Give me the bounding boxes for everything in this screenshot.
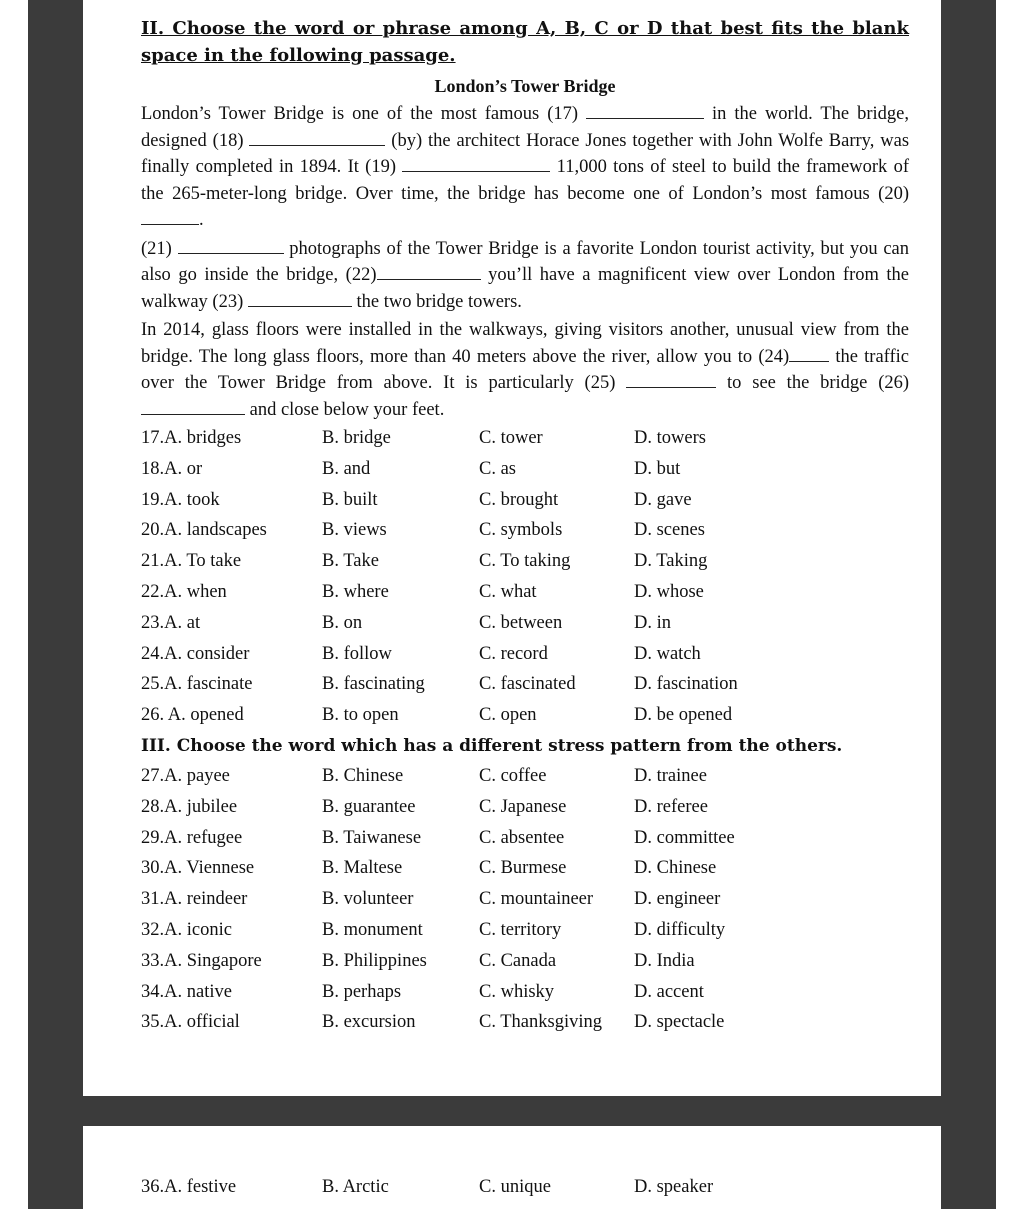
option-c: C. unique [479, 1177, 551, 1197]
question-row-29 [141, 823, 909, 854]
option-c: C. brought [479, 489, 559, 510]
question-row-25 [141, 669, 909, 700]
option-d: D. in [634, 612, 671, 633]
option-b: B. monument [322, 919, 423, 940]
question-row-32 [141, 915, 909, 946]
document-page-2[interactable] [83, 1126, 941, 1216]
option-a: 26. A. opened [141, 705, 244, 726]
question-row-27 [141, 761, 909, 792]
option-a: 27.A. payee [141, 765, 230, 786]
question-row-17 [141, 423, 909, 454]
option-b: B. and [322, 458, 371, 479]
option-a: 24.A. consider [141, 643, 250, 664]
option-a: 35.A. official [141, 1012, 240, 1033]
option-c: C. symbols [479, 520, 563, 541]
blank-23 [248, 291, 352, 307]
option-b: B. to open [322, 705, 399, 726]
option-d: D. difficulty [634, 919, 726, 940]
question-row-34 [141, 977, 909, 1008]
option-c: C. open [479, 705, 537, 726]
question-row-24 [141, 639, 909, 670]
option-b: B. excursion [322, 1012, 416, 1033]
option-c: C. Burmese [479, 858, 567, 879]
question-row-31 [141, 884, 909, 915]
blank-24 [789, 346, 829, 362]
blank-19 [402, 156, 550, 172]
option-c: C. territory [479, 919, 562, 940]
option-b: B. Arctic [322, 1177, 389, 1197]
option-a: 36.A. festive [141, 1177, 237, 1197]
option-d: D. towers [634, 428, 706, 448]
section-3-options [141, 761, 909, 1038]
option-c: C. mountaineer [479, 889, 594, 910]
option-a: 20.A. landscapes [141, 520, 267, 541]
question-row-21 [141, 546, 909, 577]
option-b: B. volunteer [322, 889, 414, 910]
option-a: 34.A. native [141, 981, 232, 1002]
option-d: D. India [634, 950, 695, 971]
option-a: 23.A. at [141, 612, 201, 633]
option-d: D. engineer [634, 889, 721, 910]
option-a: 21.A. To take [141, 551, 242, 572]
blank-20 [141, 209, 199, 225]
option-a: 17.A. bridges [141, 428, 242, 448]
option-b: B. guarantee [322, 796, 416, 817]
option-c: C. To taking [479, 551, 571, 572]
option-a: 19.A. took [141, 489, 220, 510]
option-d: D. accent [634, 981, 704, 1002]
option-a: 22.A. when [141, 581, 227, 602]
option-d: D. watch [634, 643, 701, 664]
question-row-30 [141, 853, 909, 884]
option-c: C. as [479, 458, 516, 479]
document-page-1[interactable] [83, 0, 941, 1096]
passage-paragraph-3: In 2014, glass floors were installed in the walkways, giving visitors another, unusual view from the bridge. The long glass floors, more than 40 meters above the river, allow you to (24) the traffic over the Tower Bridge from above. It is particularly (25) to see the bridge (26) and close below your feet. [141, 320, 910, 420]
option-d: D. but [634, 458, 681, 479]
option-c: C. whisky [479, 981, 555, 1002]
option-b: B. bridge [322, 428, 391, 448]
option-a: 33.A. Singapore [141, 950, 262, 971]
option-c: C. absentee [479, 827, 565, 848]
option-b: B. where [322, 581, 389, 602]
option-d: D. gave [634, 489, 692, 510]
option-b: B. perhaps [322, 981, 402, 1002]
option-d: D. fascination [634, 674, 738, 695]
option-c: C. between [479, 612, 563, 633]
question-row-35 [141, 1007, 909, 1038]
option-d: D. be opened [634, 705, 733, 726]
section-3-heading: III. Choose the word which has a different stress pattern from the others. [141, 735, 843, 756]
passage-title: London’s Tower Bridge [434, 76, 616, 96]
option-b: B. fascinating [322, 674, 425, 695]
option-a: 18.A. or [141, 458, 203, 479]
passage-paragraph-1: London’s Tower Bridge is one of the most famous (17) in the world. The bridge, designed (18) (by) the architect Horace Jones together with John Wolfe Barry, was finally completed in 1894. It (19) 11,000 tons of steel to build the framework of the 265-meter-long bridge. Over time, the bridge has become one of London’s most famous (20). [141, 104, 910, 230]
blank-17 [586, 103, 704, 119]
option-b: B. views [322, 520, 387, 541]
option-d: D. trainee [634, 765, 707, 786]
option-a: 31.A. reindeer [141, 889, 248, 910]
blank-18 [249, 130, 385, 146]
option-a: 32.A. iconic [141, 919, 232, 940]
question-row-22 [141, 577, 909, 608]
option-d: D. speaker [634, 1177, 714, 1197]
option-d: D. whose [634, 581, 704, 602]
option-a: 30.A. Viennese [141, 858, 255, 879]
option-c: C. tower [479, 428, 543, 448]
blank-21 [178, 238, 284, 254]
option-b: B. follow [322, 643, 392, 664]
question-row-28 [141, 792, 909, 823]
blank-26 [141, 399, 245, 415]
option-b: B. built [322, 489, 378, 510]
question-row-26 [141, 700, 909, 731]
option-b: B. Taiwanese [322, 827, 422, 848]
option-c: C. what [479, 581, 537, 602]
option-b: B. on [322, 612, 363, 633]
section-2-options [141, 423, 909, 731]
option-d: D. Taking [634, 551, 708, 572]
question-row-36 [141, 1172, 909, 1203]
option-a: 25.A. fascinate [141, 674, 253, 695]
question-row-19 [141, 485, 909, 516]
option-d: D. Chinese [634, 858, 717, 879]
option-b: B. Philippines [322, 950, 427, 971]
blank-22 [377, 264, 481, 280]
option-c: C. Thanksgiving [479, 1012, 602, 1033]
option-c: C. fascinated [479, 674, 576, 695]
blank-25 [626, 372, 716, 388]
option-c: C. Japanese [479, 796, 567, 817]
option-d: D. referee [634, 796, 708, 817]
question-row-18 [141, 454, 909, 485]
option-a: 28.A. jubilee [141, 796, 238, 817]
question-row-23 [141, 608, 909, 639]
option-b: B. Chinese [322, 765, 404, 786]
passage-paragraph-2: (21) photographs of the Tower Bridge is a favorite London tourist activity, but you can also go inside the bridge, (22) you’ll have a magnificent view over London from the walkway (23) the two bridge towers. [141, 238, 910, 312]
option-c: C. coffee [479, 765, 547, 786]
option-d: D. spectacle [634, 1012, 725, 1033]
option-d: D. scenes [634, 520, 705, 541]
option-a: 29.A. refugee [141, 827, 243, 848]
option-d: D. committee [634, 827, 735, 848]
option-c: C. Canada [479, 950, 557, 971]
question-row-20 [141, 515, 909, 546]
option-b: B. Take [322, 551, 379, 572]
question-row-33 [141, 946, 909, 977]
option-c: C. record [479, 643, 548, 664]
option-b: B. Maltese [322, 858, 403, 879]
section-2-heading: II. Choose the word or phrase among A, B, C or D that best fits the blank space in the following passage. [141, 18, 909, 66]
